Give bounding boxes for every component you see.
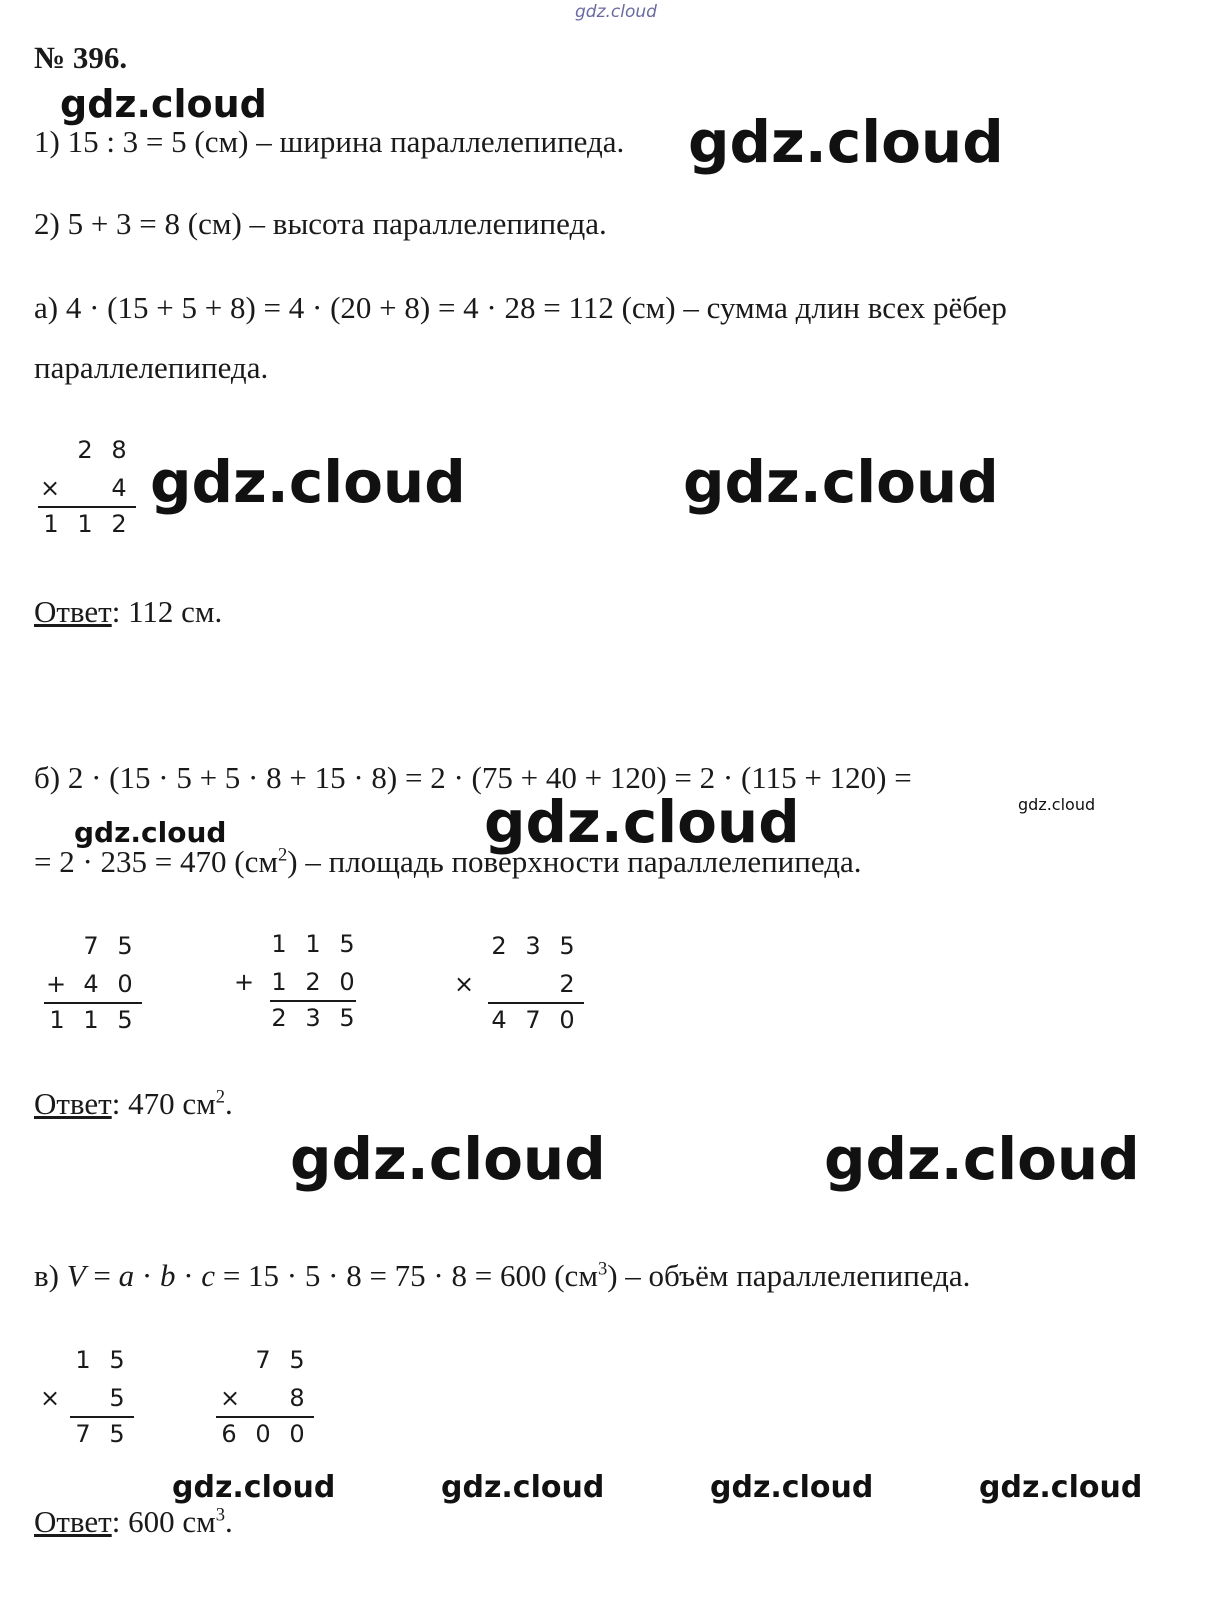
watermark: gdz.cloud <box>172 1470 336 1505</box>
watermark: gdz.cloud <box>1018 795 1096 814</box>
watermark: gdz.cloud <box>290 1125 606 1193</box>
column-addition-115p120: 1 1 5 + 1 2 0 2 3 5 <box>234 930 355 1032</box>
watermark: gdz.cloud <box>150 448 466 516</box>
part-b-line-2: = 2 · 235 = 470 $(см^2)$ – площадь поверхности параллелепипеда. <box>34 844 862 879</box>
watermark: gdz.cloud <box>484 788 800 856</box>
part-a-answer: Ответ: 112 см. <box>34 594 223 629</box>
part-b-answer: Ответ: 470 $см^2$. <box>34 1086 233 1121</box>
part-c-answer: Ответ: 600 $см^3$. <box>34 1504 233 1539</box>
column-addition-75p40: 7 5 + 4 0 1 1 5 <box>40 932 142 1037</box>
watermark: gdz.cloud <box>74 816 227 849</box>
watermark: gdz.cloud <box>688 108 1004 176</box>
watermark: gdz.cloud <box>710 1470 874 1505</box>
column-multiplication-75x8: 7 5 × 8 6 0 0 <box>212 1346 314 1451</box>
answer-label: Ответ <box>34 1086 112 1121</box>
part-a-line-2: параллелепипеда. <box>34 350 269 385</box>
step-1: 1) 15 : 3 = 5 (см) – ширина параллелепипеда. <box>34 124 625 159</box>
part-a-line-1: а) 4 · (15 + 5 + 8) = 4 · (20 + 8) = 4 · 28 = 112 (см) – сумма длин всех рёбер <box>34 290 1007 325</box>
column-multiplication-235x2: 2 3 5 × 2 4 7 0 <box>450 932 584 1037</box>
part-b-line-1: б) 2 · (15 · 5 + 5 · 8 + 15 · 8) = 2 · (75 + 40 + 120) = 2 · (115 + 120) = <box>34 760 912 795</box>
problem-number: № 396. <box>34 40 128 75</box>
step-2: 2) 5 + 3 = 8 (см) – высота параллелепипеда. <box>34 206 607 241</box>
answer-label: Ответ <box>34 1504 112 1539</box>
watermark: gdz.cloud <box>60 82 267 126</box>
watermark: gdz.cloud <box>824 1125 1140 1193</box>
answer-label: Ответ <box>34 594 112 629</box>
column-multiplication-15x5: 1 5 × 5 7 5 <box>34 1346 134 1451</box>
site-label-top: gdz.cloud <box>575 2 657 22</box>
column-multiplication-28x4: 2 8 × 4 1 1 2 <box>34 436 136 541</box>
watermark: gdz.cloud <box>979 1470 1143 1505</box>
watermark: gdz.cloud <box>683 448 999 516</box>
watermark: gdz.cloud <box>441 1470 605 1505</box>
part-c-line: в) V = a · b · c = 15 · 5 · 8 = 75 · 8 = 600 $(см^3)$ – объём параллелепипеда. <box>34 1258 971 1293</box>
